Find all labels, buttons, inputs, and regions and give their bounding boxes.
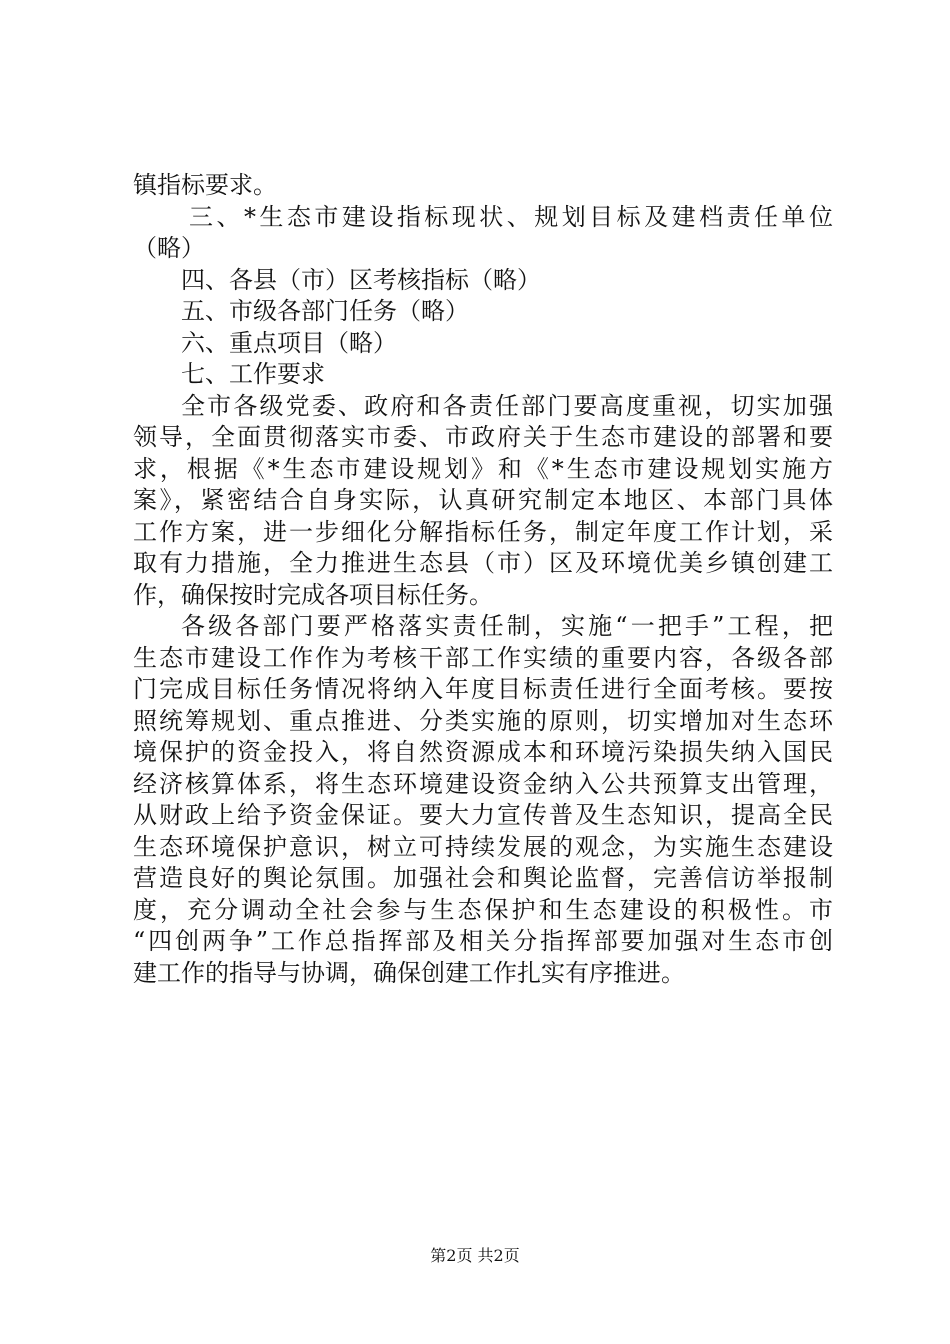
paragraph-line: 领导，全面贯彻落实市委、市政府关于生态市建设的部署和要 bbox=[133, 423, 833, 451]
section-heading-seven: 七、工作要求 bbox=[181, 360, 325, 388]
paragraph-line: 营造良好的舆论氛围。加强社会和舆论监督，完善信访举报制 bbox=[133, 864, 833, 892]
paragraph-line: “四创两争”工作总指挥部及相关分指挥部要加强对生态市创 bbox=[133, 927, 833, 955]
paragraph-line: 各级各部门要严格落实责任制，实施“一把手”工程，把 bbox=[181, 612, 833, 640]
section-heading-three: 三、*生态市建设指标现状、规划目标及建档责任单位 bbox=[189, 202, 833, 231]
document-body bbox=[133, 170, 833, 989]
body-line: （略） bbox=[133, 234, 205, 262]
paragraph-line: 取有力措施，全力推进生态县（市）区及环境优美乡镇创建工 bbox=[133, 549, 833, 577]
section-heading-five: 五、市级各部门任务（略） bbox=[181, 297, 469, 325]
paragraph-line: 生态市建设工作作为考核干部工作实绩的重要内容，各级各部 bbox=[133, 643, 833, 672]
section-heading-six: 六、重点项目（略） bbox=[181, 328, 397, 357]
page-number-footer: 第2页 共2页 bbox=[430, 1246, 520, 1265]
paragraph-line: 经济核算体系，将生态环境建设资金纳入公共预算支出管理， bbox=[133, 769, 833, 798]
body-line: 镇指标要求。 bbox=[133, 171, 277, 199]
paragraph-line: 从财政上给予资金保证。要大力宣传普及生态知识，提高全民 bbox=[133, 801, 833, 829]
paragraph-line: 生态环境保护意识，树立可持续发展的观念，为实施生态建设 bbox=[133, 832, 833, 861]
paragraph-line: 境保护的资金投入，将自然资源成本和环境污染损失纳入国民 bbox=[133, 738, 833, 766]
paragraph-line: 案》，紧密结合自身实际，认真研究制定本地区、本部门具体 bbox=[133, 486, 833, 514]
paragraph-line: 求，根据《*生态市建设规划》和《*生态市建设规划实施方 bbox=[133, 454, 833, 483]
paragraph-line: 作，确保按时完成各项目标任务。 bbox=[133, 580, 493, 609]
paragraph-line: 工作方案，进一步细化分解指标任务，制定年度工作计划，采 bbox=[133, 517, 833, 546]
paragraph-line: 门完成目标任务情况将纳入年度目标责任进行全面考核。要按 bbox=[133, 675, 833, 703]
paragraph-line: 照统筹规划、重点推进、分类实施的原则，切实增加对生态环 bbox=[133, 706, 833, 735]
section-heading-four: 四、各县（市）区考核指标（略） bbox=[181, 265, 541, 294]
paragraph-line: 全市各级党委、政府和各责任部门要高度重视，切实加强 bbox=[181, 391, 833, 420]
paragraph-line: 度，充分调动全社会参与生态保护和生态建设的积极性。市 bbox=[133, 895, 833, 924]
paragraph-line: 建工作的指导与协调，确保创建工作扎实有序推进。 bbox=[133, 958, 685, 987]
